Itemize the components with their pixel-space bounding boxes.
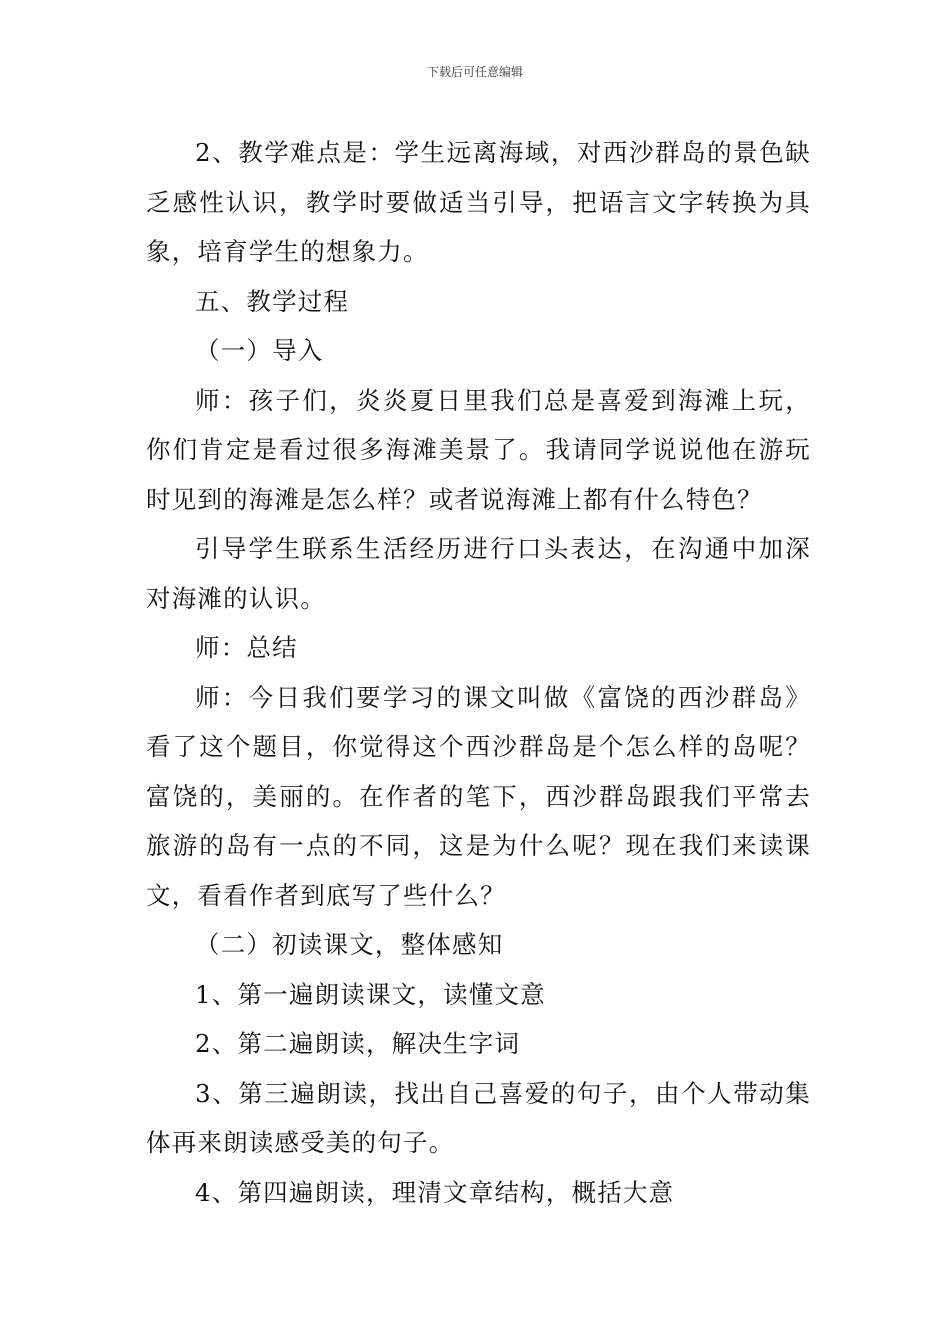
- list-item-reading-3: 3、第三遍朗读，找出自己喜爱的句子，由个人带动集体再来朗读感受美的句子。: [146, 1078, 811, 1157]
- list-item-reading-2: 2、第二遍朗读，解决生字词: [195, 1029, 521, 1058]
- list-item-reading-1: 1、第一遍朗读课文，读懂文意: [195, 979, 546, 1009]
- subheading-first-reading: （二）初读课文，整体感知: [195, 930, 504, 959]
- paragraph-teacher-summary: 师：总结: [195, 633, 298, 662]
- paragraph-lesson-title: 师：今日我们要学习的课文叫做《富饶的西沙群岛》看了这个题目，你觉得这个西沙群岛是个怎么样的岛呢？富饶的，美丽的。在作者的笔下，西沙群岛跟我们平常去旅游的岛有一点的不同，这是为什么呢？现在我们来读课文，看看作者到底写了些什么？: [146, 682, 811, 910]
- paragraph-teaching-difficulty: 2、教学难点是：学生远离海域，对西沙群岛的景色缺乏感性认识，教学时要做适当引导，把语言文字转换为具象，培育学生的想象力。: [146, 138, 811, 266]
- paragraph-teacher-intro: 师：孩子们，炎炎夏日里我们总是喜爱到海滩上玩，你们肯定是看过很多海滩美景了。我请同学说说他在游玩时见到的海滩是怎么样？或者说海滩上都有什么特色？: [146, 385, 811, 514]
- document-body: [146, 128, 811, 1217]
- section-heading-teaching-process: 五、教学过程: [195, 286, 350, 316]
- page-header-note: 下载后可任意编辑: [426, 65, 523, 79]
- paragraph-guide-students: 引导学生联系生活经历进行口头表达，在沟通中加深对海滩的认识。: [146, 534, 811, 613]
- subheading-introduction: （一）导入: [195, 336, 324, 365]
- list-item-reading-4: 4、第四遍朗读，理清文章结构，概括大意: [195, 1177, 675, 1207]
